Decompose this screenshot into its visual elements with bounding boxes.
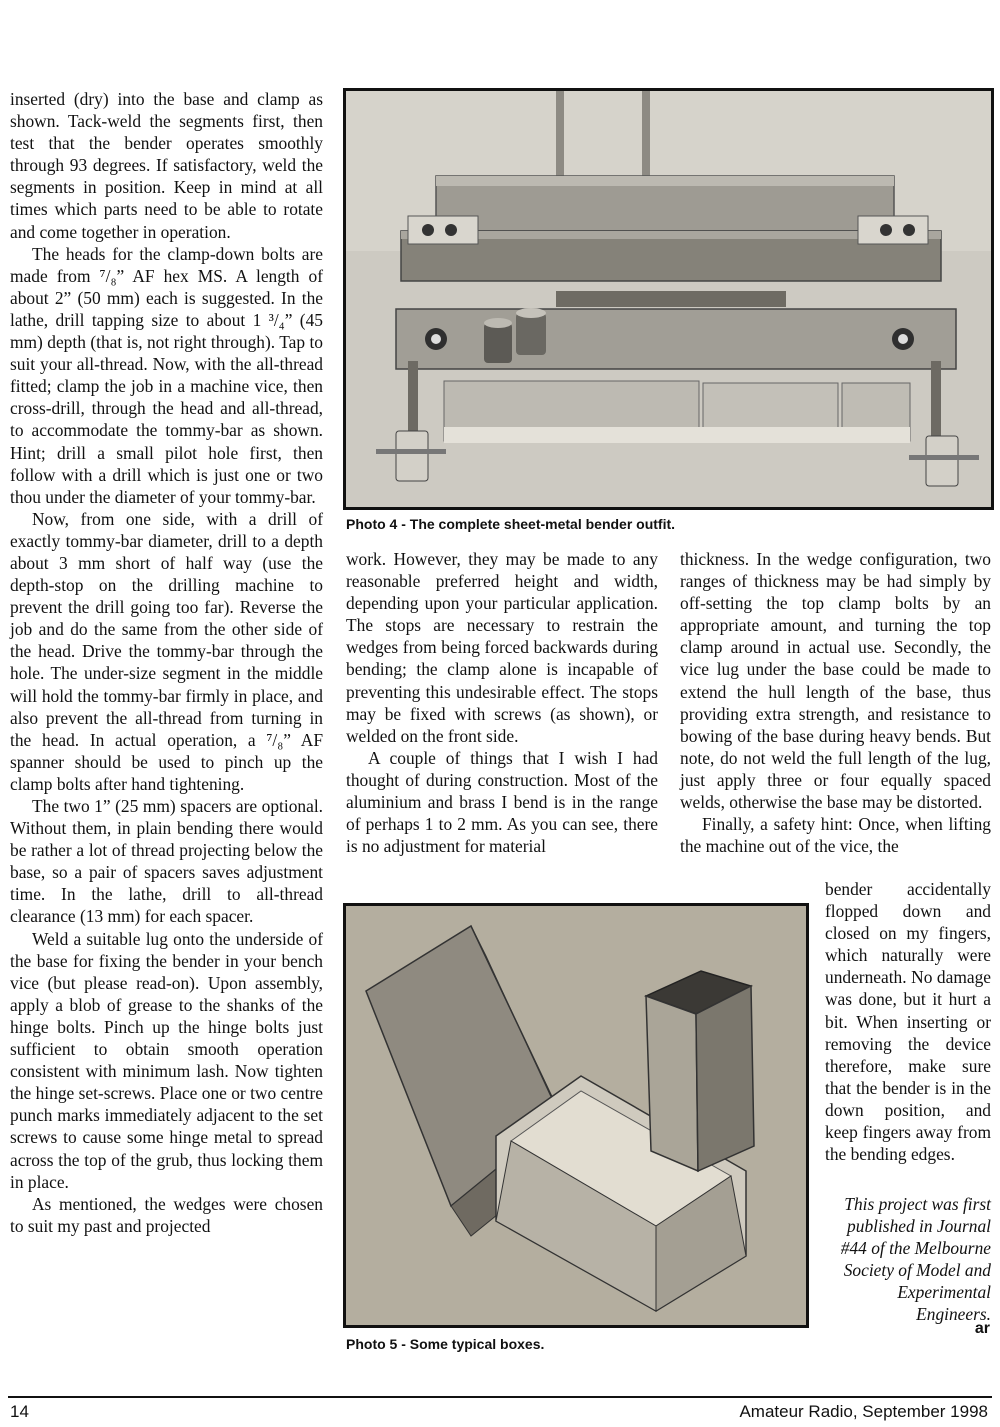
journal-issue: Amateur Radio, September 1998 (739, 1402, 988, 1421)
photo-typical-boxes (343, 903, 809, 1328)
boxes-illustration (346, 906, 806, 1325)
footer-rule (8, 1396, 992, 1398)
paragraph: inserted (dry) into the base and clamp as shown. Tack-weld the segments first, then test that the bender operates smoothly through 93 degrees. If satisfactory, weld the segments in position. Keep in mind at all times which parts need to be able to rotate and come together in operation. (10, 89, 323, 242)
paragraph: work. However, they may be made to any reasonable preferred height and width, depending upon your particular application. The stops are necessary to restrain the wedges from being forced backwards during bending; the clamp alone is incapable of preventing this undesirable effect. The stops may be fixed with screws (as shown), or welded on the front side. (346, 549, 658, 746)
photo4-caption: Photo 4 - The complete sheet-metal bender outfit. (346, 516, 676, 532)
paragraph: Weld a suitable lug onto the underside of the base for fixing the bender in your bench vice (but please read-on). Upon assembly, apply a blob of grease to the shanks of the hinge bolts. Pinch up the hinge bolts just sufficient to obtain smooth operation consistent with minimum lash. Now tighten the hinge set-screws. Place one or two centre punch marks immediately adjacent to the set screws to cause some hinge metal to spread across the top of the grub, thus locking them in place. (10, 928, 323, 1192)
paragraph: bender accidentally flopped down and closed on my fingers, which naturally were underneath. No damage was done, but it hurt a bit. When inserting or removing the device therefore, make sure that the bender is in the down position, and keep fingers away from the bending edges. (825, 879, 991, 1165)
right-text-column (680, 548, 991, 857)
publication-credit: This project was first published in Journal #44 of the Melbourne Society of Model and Experimental Engineers. (840, 1194, 991, 1325)
left-text-column (10, 88, 323, 1237)
photo5-caption: Photo 5 - Some typical boxes. (346, 1336, 545, 1352)
paragraph: A couple of things that I wish I had thought of during construction. Most of the aluminium and brass I bend is in the range of perhaps 1 to 2 mm. As you can see, there is no adjustment for material (346, 747, 658, 857)
paragraph: thickness. In the wedge configuration, two ranges of thickness may be had simply by off-setting the top clamp bolts by an appropriate amount, and turning the top clamp around in actual use. Secondly, the vice lug under the base could be made to extend the hull length of the base, thus providing extra strength, and resistance to bowing of the base during heavy bends. But note, do not weld the full length of the lug, just apply three or four equally spaced welds, otherwise the base may be distorted. (680, 549, 991, 813)
end-mark: ar (974, 1320, 990, 1337)
paragraph: As mentioned, the wedges were chosen to suit my past and projected (10, 1193, 323, 1236)
paragraph: Finally, a safety hint: Once, when lifting the machine out of the vice, the (680, 814, 991, 857)
paragraph: The heads for the clamp-down bolts are made from ⁷/₈” AF hex MS. A length of about 2” (50 mm) each is suggested. In the lathe, drill tapping size to about 1 ³/₄” (45 mm) depth (that is, not right through). Tap to suit your all-thread. Now, with the all-thread fitted; clamp the job in a machine vice, then cross-drill, through the head and all-thread, to accommodate the tommy-bar as shown. Hint; drill a small pilot hole first, then follow with a drill which is just one or two thou under the diameter of your tommy-bar. (10, 243, 323, 507)
bender-illustration (346, 91, 991, 507)
middle-text-column (346, 548, 658, 857)
paragraph: The two 1” (25 mm) spacers are optional. Without them, in plain bending there would be rather a lot of thread projecting below the base, so a pair of spacers saves adjustment time. In the lathe, drill to all-thread clearance (13 mm) for each spacer. (10, 796, 323, 927)
photo-bender-outfit (343, 88, 994, 510)
page-number: 14 (10, 1402, 29, 1421)
paragraph: Now, from one side, with a drill of exactly tommy-bar diameter, drill to a depth about 3 mm short of half way (use the depth-stop on the drilling machine to prevent the drill going too far). Reverse the job and do the same from the other side of the head. Drive the tommy-bar through the hole. The under-size segment in the middle will hold the tommy-bar firmly in place, and also prevent the all-thread from turning in the head. In actual operation, a ⁷/₈” AF spanner should be used to pinch up the clamp bolts after hand tightening. (10, 508, 323, 794)
right-narrow-text (825, 878, 991, 1165)
